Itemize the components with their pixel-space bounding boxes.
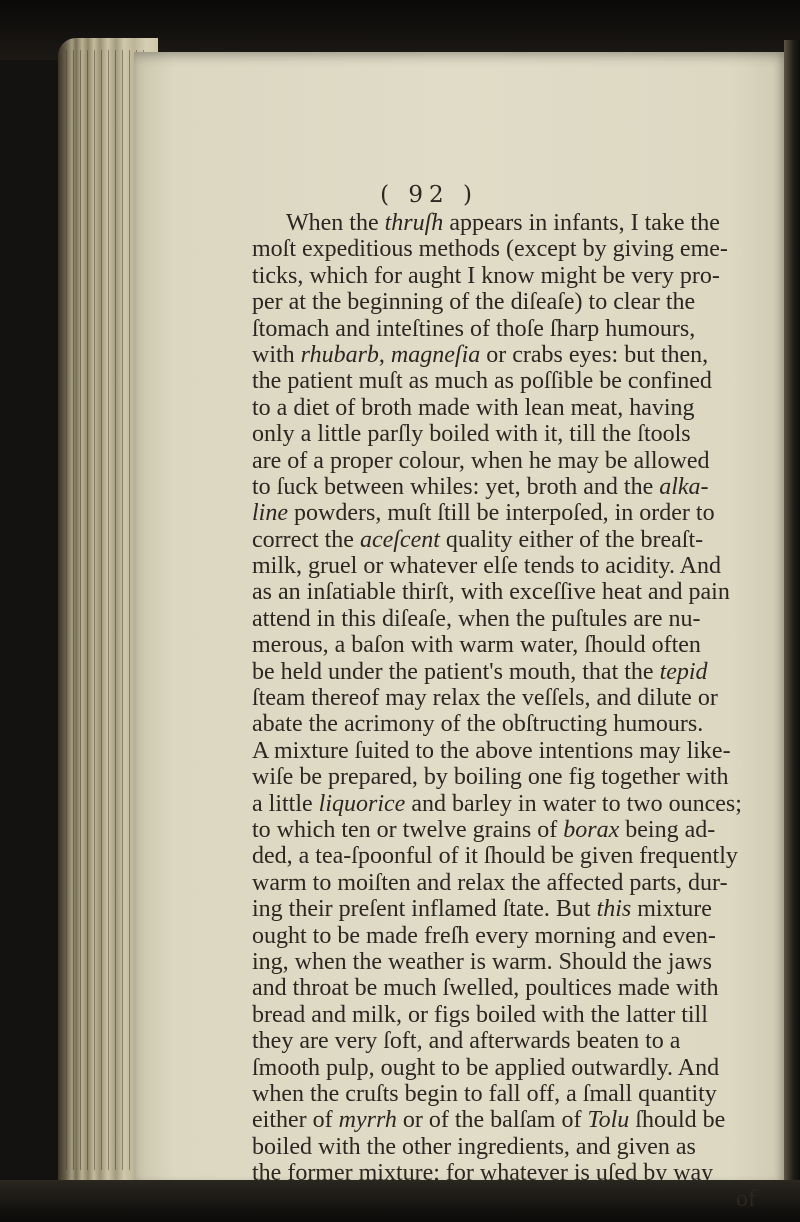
text-run: per at the beginning of the diſeaſe) to clear the xyxy=(252,289,696,316)
text-line xyxy=(252,949,792,975)
text-run: boiled with the other ingredients, and given as xyxy=(252,1133,696,1160)
text-line xyxy=(252,843,792,869)
text-run: being ad- xyxy=(619,816,716,843)
text-line xyxy=(252,923,792,949)
text-run: to a diet of broth made with lean meat, having xyxy=(252,394,695,421)
text-run: they are very ſoft, and afterwards beaten to a xyxy=(252,1028,681,1055)
text-run: or crabs eyes: but then, xyxy=(480,341,709,368)
text-run: ticks, which for aught I know might be very pro- xyxy=(252,262,720,289)
text-line xyxy=(252,1055,792,1081)
text-run: attend in this diſeaſe, when the puſtules are nu- xyxy=(252,605,701,632)
text-line xyxy=(252,1081,792,1107)
text-run: appears in infants, I take the xyxy=(443,210,720,236)
text-run: ing, when the weather is warm. Should the jaws xyxy=(252,948,712,975)
text-line xyxy=(252,896,792,922)
text-run: moſt expeditious methods (except by giving eme- xyxy=(252,236,728,263)
text-run: powders, muſt ſtill be interpoſed, in order to xyxy=(288,500,715,527)
text-line xyxy=(252,421,792,447)
text-run: when the cruſts begin to fall off, a ſmall quantity xyxy=(252,1080,717,1107)
text-run: ſhould be xyxy=(629,1107,726,1134)
text-line xyxy=(252,606,792,632)
text-line xyxy=(252,632,792,658)
text-run: are of a proper colour, when he may be allowed xyxy=(252,447,710,474)
text-line xyxy=(252,1134,792,1160)
text-run: , xyxy=(378,341,391,368)
text-line xyxy=(252,659,792,685)
text-line xyxy=(252,210,792,236)
text-run: to which ten or twelve grains of xyxy=(252,816,564,843)
text-lines xyxy=(252,210,792,1186)
text-line xyxy=(252,236,792,262)
body-text xyxy=(252,210,792,1213)
text-run: A mixture ſuited to the above intentions may like- xyxy=(252,737,731,764)
text-run: as an inſatiable thirſt, with exceſſive heat and pain xyxy=(252,579,730,606)
text-run: milk, gruel or whatever elſe tends to acidity. And xyxy=(252,553,721,580)
text-line xyxy=(252,1107,792,1133)
text-run: bread and milk, or figs boiled with the latter till xyxy=(252,1001,708,1028)
text-line xyxy=(252,764,792,790)
italic-run: alka- xyxy=(659,473,709,500)
text-run: merous, a baſon with warm water, ſhould often xyxy=(252,632,701,659)
italic-run: Tolu xyxy=(587,1107,630,1134)
text-run: wiſe be prepared, by boiling one fig together with xyxy=(252,764,729,791)
text-line xyxy=(252,395,792,421)
text-run: ſtomach and inteſtines of thoſe ſharp humours, xyxy=(252,315,696,342)
text-run: the patient muſt as much as poſſible be confined xyxy=(252,368,712,395)
italic-run: this xyxy=(596,896,632,923)
text-line xyxy=(252,1002,792,1028)
italic-run: borax xyxy=(563,816,620,843)
text-line xyxy=(252,263,792,289)
text-run: ded, a tea-ſpoonful of it ſhould be given frequently xyxy=(252,843,738,870)
text-run: ſteam thereof may relax the veſſels, and dilute or xyxy=(252,685,718,712)
text-line xyxy=(252,500,792,526)
text-run: ought to be made freſh every morning and even- xyxy=(252,922,716,949)
text-run: warm to moiſten and relax the affected parts, dur- xyxy=(252,869,728,896)
text-run: quality either of the breaſt- xyxy=(439,526,704,553)
text-line xyxy=(252,975,792,1001)
text-line xyxy=(252,685,792,711)
text-line xyxy=(252,448,792,474)
text-line xyxy=(252,527,792,553)
text-run: abate the acrimony of the obſtructing humours. xyxy=(252,711,704,738)
italic-run: line xyxy=(252,500,288,527)
page-number: ( 92 ) xyxy=(380,182,478,208)
italic-run: myrrh xyxy=(338,1107,397,1134)
text-line xyxy=(252,289,792,315)
text-line xyxy=(252,1160,792,1186)
text-line xyxy=(252,342,792,368)
italic-run: liquorice xyxy=(318,790,406,817)
italic-run: tepid xyxy=(659,658,708,685)
text-run: a little xyxy=(252,790,319,817)
text-run: When the xyxy=(286,210,385,236)
text-run: correct the xyxy=(252,526,360,553)
italic-run: rhubarb xyxy=(300,341,379,368)
text-run: and barley in water to two ounces; xyxy=(405,790,742,817)
text-line xyxy=(252,738,792,764)
text-line xyxy=(252,817,792,843)
italic-run: aceſcent xyxy=(359,526,440,553)
text-line xyxy=(252,579,792,605)
text-line xyxy=(252,316,792,342)
text-line xyxy=(252,711,792,737)
text-run: either of xyxy=(252,1107,339,1134)
text-run: the former mixture; for whatever is uſed by way xyxy=(252,1160,714,1187)
text-line xyxy=(252,870,792,896)
text-run: to ſuck between whiles: yet, broth and the xyxy=(252,473,660,500)
text-line xyxy=(252,474,792,500)
text-run: with xyxy=(252,341,301,368)
text-line xyxy=(252,791,792,817)
text-run: and throat be much ſwelled, poultices made with xyxy=(252,975,719,1002)
text-run: mixture xyxy=(631,896,712,923)
text-line xyxy=(252,1028,792,1054)
text-run: ing their preſent inflamed ſtate. But xyxy=(252,896,597,923)
italic-run: magneſia xyxy=(390,341,481,368)
catchword: of xyxy=(736,1186,756,1213)
italic-run: thruſh xyxy=(384,210,444,236)
text-line xyxy=(252,553,792,579)
text-run: be held under the patient's mouth, that the xyxy=(252,658,660,685)
text-run: or of the balſam of xyxy=(396,1107,588,1134)
text-line xyxy=(252,368,792,394)
text-run: only a little parſly boiled with it, till the ſtools xyxy=(252,421,691,448)
text-run: ſmooth pulp, ought to be applied outwardly. And xyxy=(252,1054,720,1081)
